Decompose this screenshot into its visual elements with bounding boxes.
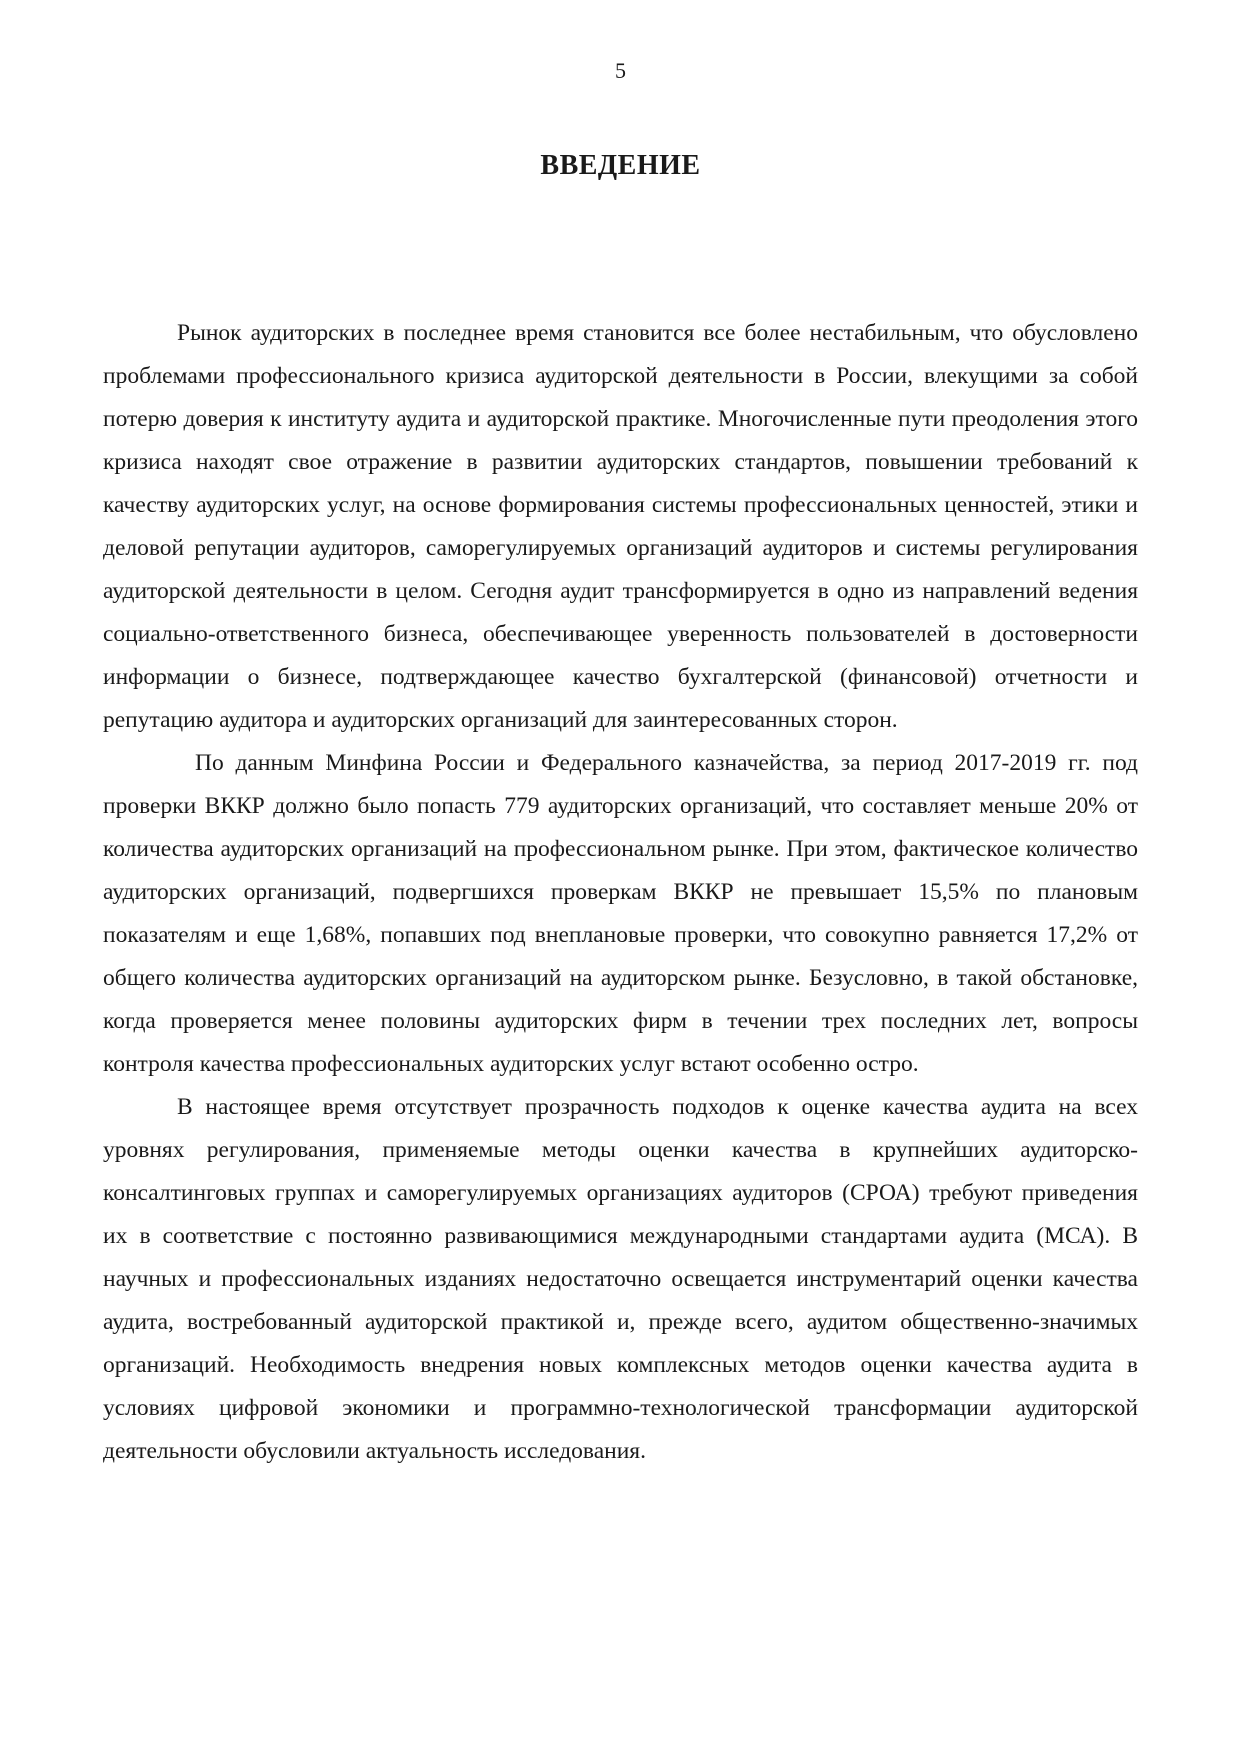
paragraph-research-relevance: В настоящее время отсутствует прозрачность подходов к оценке качества аудита на всех уровнях регулирования, применяемые методы оценки качества в крупнейших аудиторско-консалтинговых группах и саморегулируемых организациях аудиторов (СРОА) требуют приведения их в соответствие с постоянно развивающимися международными стандартами аудита (МСА). В научных и профессиональных изданиях недостаточно освещается инструментарий оценки качества аудита, востребованный аудиторской практикой и, прежде всего, аудитом общественно-значимых организаций. Необходимость внедрения новых комплексных методов оценки качества аудита в условиях цифровой экономики и программно-технологической трансформации аудиторской деятельности обусловили актуальность исследования. — [103, 1094, 1138, 1464]
page-title: ВВЕДЕНИЕ — [540, 150, 701, 181]
page-number: 5 — [615, 58, 626, 83]
paragraph-market-instability: Рынок аудиторских в последнее время становится все более нестабильным, что обусловлено проблемами профессионального кризиса аудиторской деятельности в России, влекущими за собой потерю доверия к институту аудита и аудиторской практике. Многочисленные пути преодоления этого кризиса находят свое отражение в развитии аудиторских стандартов, повышении требований к качеству аудиторских услуг, на основе формирования системы профессиональных ценностей, этики и деловой репутации аудиторов, саморегулируемых организаций аудиторов и системы регулирования аудиторской деятельности в целом. Сегодня аудит трансформируется в одно из направлений ведения социально-ответственного бизнеса, обеспечивающее уверенность пользователей в достоверности информации о бизнесе, подтверждающее качество бухгалтерской (финансовой) отчетности и репутацию аудитора и аудиторских организаций для заинтересованных сторон. — [103, 320, 1138, 733]
paragraph-minfin-statistics: По данным Минфина России и Федерального казначейства, за период 2017-2019 гг. под проверки ВККР должно было попасть 779 аудиторских организаций, что составляет меньше 20% от количества аудиторских организаций на профессиональном рынке. При этом, фактическое количество аудиторских организаций, подвергшихся проверкам ВККР не превышает 15,5% по плановым показателям и еще 1,68%, попавших под внеплановые проверки, что совокупно равняется 17,2% от общего количества аудиторских организаций на аудиторском рынке. Безусловно, в такой обстановке, когда проверяется менее половины аудиторских фирм в течении трех последних лет, вопросы контроля качества профессиональных аудиторских услуг встают особенно остро. — [103, 750, 1138, 1077]
document-body — [103, 312, 1138, 1473]
